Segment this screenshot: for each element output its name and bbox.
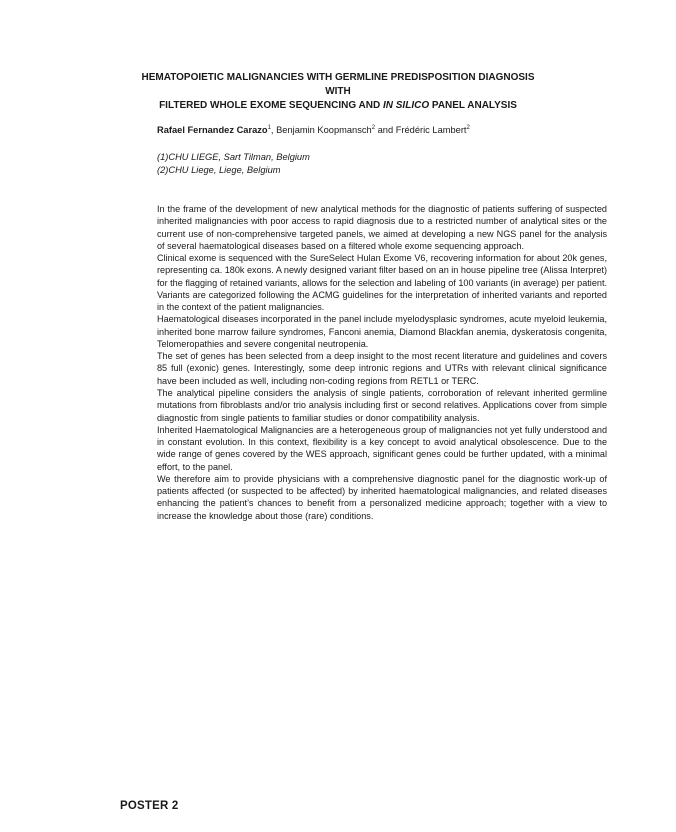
abstract-body [157,203,607,522]
second-author: Benjamin Koopmansch [276,125,372,135]
title-line-2 [130,99,546,113]
abstract-paragraph: The analytical pipeline considers the analysis of single patients, corroboration of relevant inherited germline mutations from fibroblasts and/or trio analysis including first or second relatives. Applications cover from simple diagnostic from single patients to familiar studies or donor compatibility analysis. [157,387,607,423]
affiliation-1: (1)CHU LIEGE, Sart Tilman, Belgium [157,152,310,162]
abstract-paragraph: Clinical exome is sequenced with the SureSelect Hulan Exome V6, recovering information for about 20k genes, representing ca. 180k exons. A newly designed variant filter based on an in house pipeline tree (Alissa Interpret) for the flagging of retained variants, allows for the selection and labeling of 100 variants (in average) per patient. Variants are categorized following the ACMG guidelines for the interpretation of inherited variants and reported in the context of the patient malignancies. [157,253,607,313]
title-line-2-end: PANEL ANALYSIS [429,100,517,111]
author-list [157,124,470,136]
second-author-affiliation: 2 [371,124,376,131]
affiliations [157,151,310,177]
paper-title [130,71,546,113]
author-separator-and: and [375,125,396,135]
abstract-paragraph: The set of genes has been selected from a deep insight to the most recent literature and guidelines and covers 85 full (exonic) genes. Interestingly, some deep intronic regions and UTRs with relevant clinical significance have been included as well, including non-coding regions from RETL1 or TERC. [157,351,607,386]
abstract-paragraph: We therefore aim to provide physicians with a comprehensive diagnostic panel for the diagnostic work-up of patients affected (or suspected to be affected) by inherited haematological malignancies, and related diseases enhancing the patient’s chances to benefit from a personalized medicine approach; together with a view to increase the knowledge about those (rare) conditions. [157,473,607,521]
title-line-2-italic: IN SILICO [382,100,430,111]
author-separator: , [270,125,277,135]
title-line-1: HEMATOPOIETIC MALIGNANCIES WITH GERMLINE PREDISPOSITION DIAGNOSIS WITH [141,72,535,97]
abstract-paragraph: Haematological diseases incorporated in the panel include myelodysplasic syndromes, acute myeloid leukemia, inherited bone marrow failure syndromes, Fanconi anemia, Diamond Blackfan anemia, dyskeratosis congenita, Telomeropathies and severe congenital neutropenia. [157,314,607,349]
third-author-affiliation: 2 [466,124,470,131]
first-author-affiliation: 1 [267,124,271,131]
poster-label: POSTER 2 [120,800,179,812]
title-line-2-start: FILTERED WHOLE EXOME SEQUENCING AND [159,100,383,111]
first-author: Rafael Fernandez Carazo [157,125,268,135]
affiliation-2: (2)CHU Liege, Liege, Belgium [157,165,281,175]
abstract-paragraph: In the frame of the development of new analytical methods for the diagnostic of patients suffering of suspected inherited malignancies with poor access to rapid diagnosis due to a restricted number of analytical sites or the current use of non-comprehensive targeted panels, we aimed at developing a new NGS panel for the analysis of several haematological diseases based on a filtered whole exome sequencing approach. [157,204,607,251]
third-author: Frédéric Lambert [395,125,467,135]
abstract-paragraph: Inherited Haematological Malignancies are a heterogeneous group of malignancies not yet fully understood and in constant evolution. In this context, flexibility is a key concept to avoid analytical obsolescence. Due to the wide range of genes covered by the WES approach, significant genes could be further updated, with a minimal effort, to the panel. [157,424,607,472]
